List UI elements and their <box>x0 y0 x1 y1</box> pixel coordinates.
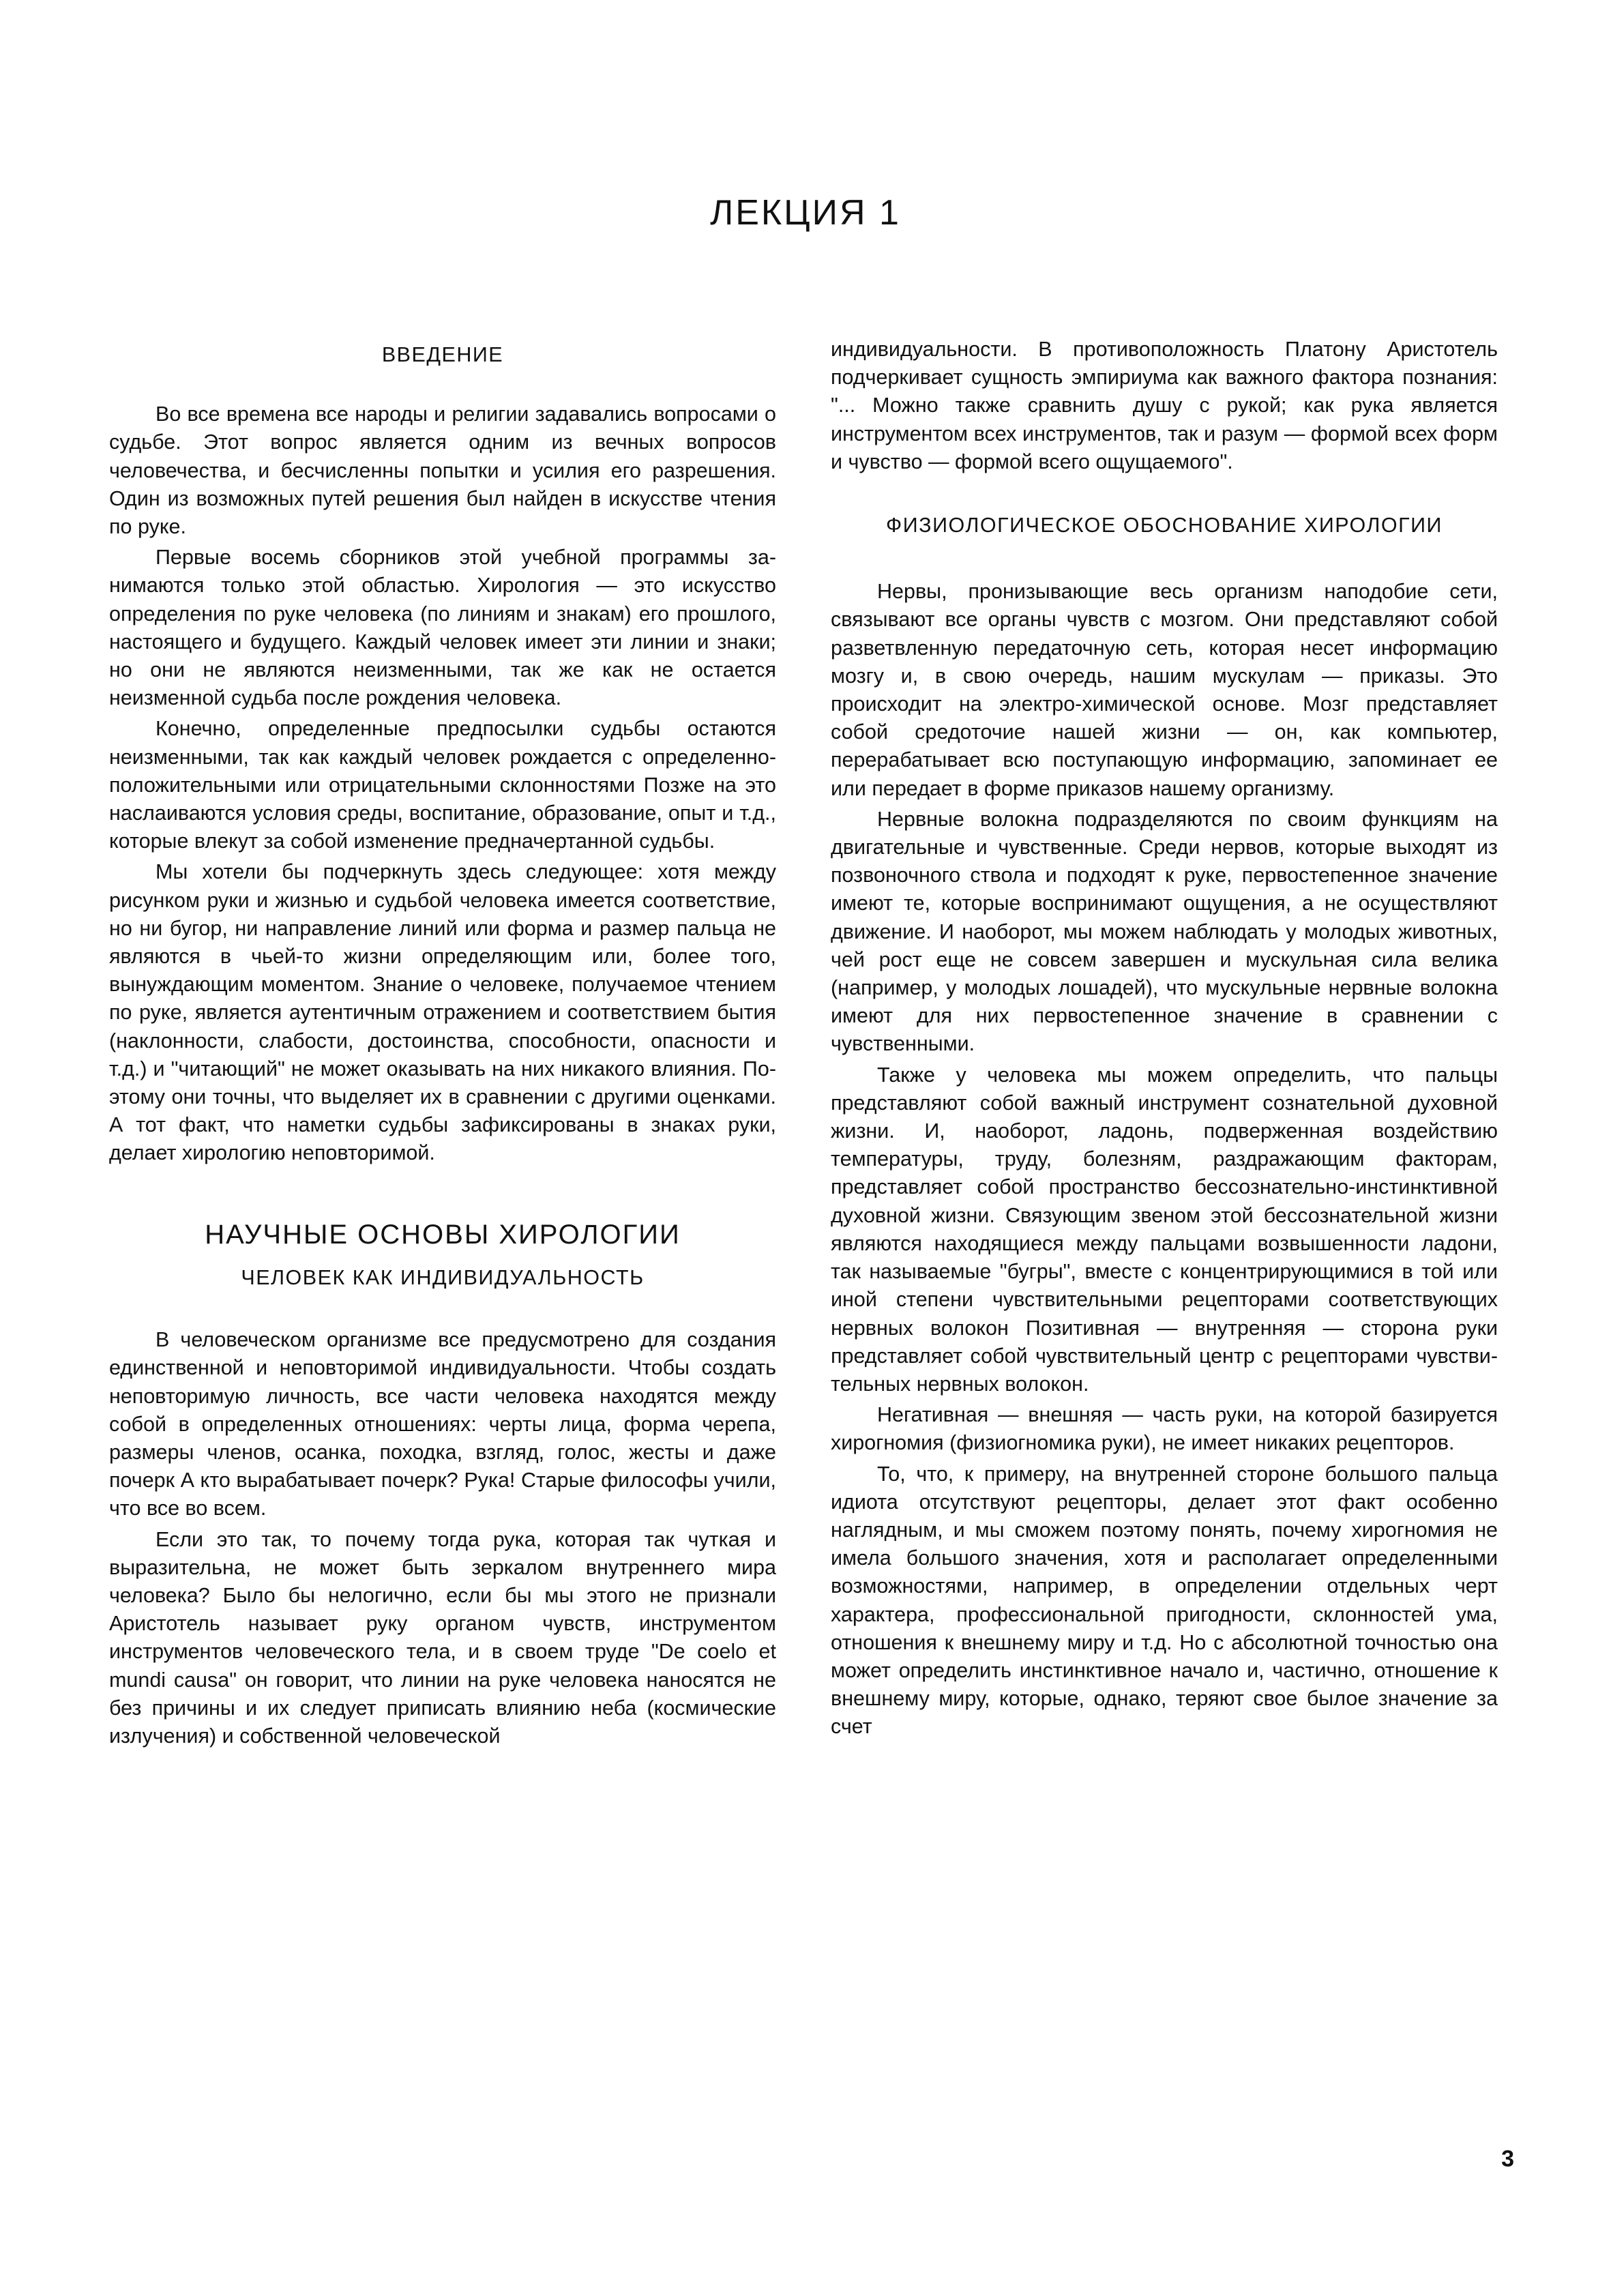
physio-paragraph: То, что, к примеру, на внутренней стороне большого пальца идиота отсутствуют рецепторы, делает этот факт особенно наглядным, и мы сможем поэтому понять, почему хирогномия не имела большого значения, хотя и располагает определенными возможностями, например, в определении отдельных черт характера, профессиональной пригодности, склонностей ума, отношения к внешнему миру и т.д. Но с абсолютной точностью она может определить инстинктивное начало и, частично, отношение к внешнему миру, которые, однако, теряют свое былое значение за счет <box>831 1462 1498 1739</box>
continuation-paragraph: индивидуальности. В противоположность Платону Аристотель подчеркивает сущность эмпириума как важного фактора познания: "... Можно также сравнить душу с рукой; как рука является инструментом всех инструментов, так и разум — формой всех форм и чувство — формой всего ощущаемого". <box>831 338 1498 473</box>
page-number: 3 <box>1501 2146 1514 2172</box>
physio-paragraph: Нервы, пронизывающие весь организм наподобие сети, связывают все органы чувств с мозгом. Они представляют собой разветвленную передаточную сеть, которая несет информацию мозгу и, в свою очередь, нашим мускулам — приказы. Это происходит на электро-химической основе. Мозг представляет собой средоточие нашей жизни — он, как компьютер, перерабатывает всю поступающую информацию, запоминает ее или передает в форме приказов нашему организму. <box>831 580 1498 800</box>
individuality-paragraph: Если это так, то почему тогда рука, которая так чуткая и выразительна, не может быть зеркалом внутреннего мира человека? Было бы нелогично, если бы мы этого не признали Аристотель называет руку органом чувств, инструментом инструментов человеческого тела, и в своем труде "De coelo et mundi causa" он говорит, что линии на руке человека наносятся не без причины и их следует приписать влиянию неба (космические излучения) и собственной человеческой <box>109 1527 776 1748</box>
physio-paragraph: Также у человека мы можем определить, что пальцы представляют собой важный инструмент сознательной духовной жизни. И, наоборот, ладонь, подверженная воздействию температуры, труду, болезням, раздражающим факторам, представляет собой пространство бессознательно-инстинктивной духовной жизни. Связующим звеном этой бессознательной жизни являются находящиеся между пальцами возвышенности ладони, так называемые "бугры", вместе с концентрирующимися в той или иной степени чувствительными рецепторами соответствующих нервных волокон Позитивная — внутренняя — сторона руки представляет собой чувствительный центр с рецепторами чувствительных нервных волокон. <box>831 1063 1498 1396</box>
intro-paragraph: Во все времена все народы и религии задавались вопросами о судьбе. Этот вопрос является одним из вечных вопросов человечества, и бесчисленны попытки и усилия его разрешения. Один из возможных путей решения был найден в искусстве чтения по руке. <box>109 402 776 539</box>
individuality-heading: ЧЕЛОВЕК КАК ИНДИВИДУАЛЬНОСТЬ <box>241 1265 645 1289</box>
intro-paragraph: Первые восемь сборников этой учебной программы занимаются только этой областью. Хирология — это искусство определения по руке человека (по линиям и знакам) его прошлого, настоящего и будущего. Каждый человек имеет эти линии и знаки; но они не являются неизменными, так же как не остается неизменной судьба после рождения человека. <box>109 546 776 710</box>
physio-heading: ФИЗИОЛОГИЧЕСКОЕ ОБОСНОВАНИЕ ХИРОЛОГИИ <box>886 514 1443 538</box>
individuality-paragraph: В человеческом организме все предусмотрено для создания единственной и неповторимой индивидуальности. Чтобы создать неповторимую личность, все части человека находятся между собой в определенных отношениях: черты лица, форма черепа, размеры членов, осанка, походка, взгляд, голос, жесты и даже почерк А кто вырабатывает почерк? Рука! Старые философы учили, что все во всем. <box>109 1328 776 1520</box>
intro-paragraph: Конечно, определенные предпосылки судьбы остаются неизменными, так как каждый человек рождается с определенно-положительными или отрицательными склонностями Позже на это наслаиваются условия среды, воспитание, образование, опыт и т.д., которые влекут за собой изменение предначертанной судьбы. <box>109 717 776 853</box>
lecture-title: ЛЕКЦИЯ 1 <box>710 193 901 233</box>
physio-paragraph: Нервные волокна подразделяются по своим функциям на двигательные и чувственные. Среди нервов, которые выходят из позвоночного ствола и подходят к руке, первостепенное значение имеют те, которые воспринимают ощущения, а не осуществляют движение. И наоборот, мы можем наблюдать у молодых животных, чей рост еще не совсем завершен и мускульная сила велика (например, у молодых лошадей), что мускульные нервные волокна имеют для них первостепенное значение в сравнении с чувственными. <box>831 807 1498 1056</box>
intro-heading: ВВЕДЕНИЕ <box>381 343 504 366</box>
left-column <box>109 334 776 1750</box>
intro-paragraph: Мы хотели бы подчеркнуть здесь следующее: хотя между рисунком руки и жизнью и судьбой человека имеется соответствие, но ни бугор, ни направление линий или форма и размер пальца не являются в чьей-то жизни определяющим или, более того, вынуждающим моментом. Знание о человеке, получаемое чтением по руке, является аутентичным отражением и соответствием бытия (наклонности, слабости, достоинства, способности, опасности и т.д.) и "читающий" не может оказывать на них никакого влияния. Поэтому они точны, что выделяет их в сравнении с другими оценками. А тот факт, что наметки судьбы зафиксированы в знаках руки, делает хирологию неповторимой. <box>109 860 776 1165</box>
right-column <box>831 336 1498 1741</box>
science-heading: НАУЧНЫЕ ОСНОВЫ ХИРОЛОГИИ <box>205 1219 681 1250</box>
physio-paragraph: Негативная — внешняя — часть руки, на которой базируется хирогномия (физиогномика руки), не имеет никаких рецепторов. <box>831 1403 1498 1455</box>
